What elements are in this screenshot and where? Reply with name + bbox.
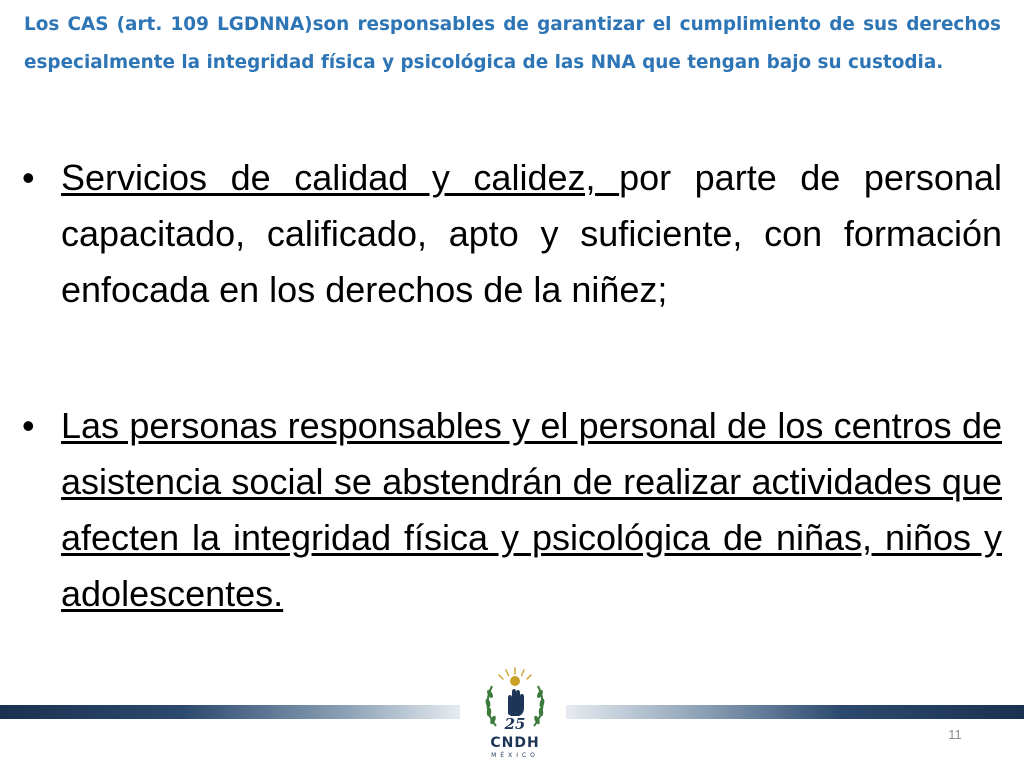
bullet-text <box>61 398 1002 622</box>
bullet-underlined-text: Servicios de calidad y calidez, <box>61 157 620 198</box>
cndh-logo <box>470 664 560 768</box>
bullet-dot: • <box>22 405 35 446</box>
slide-title: Los CAS (art. 109 LGDNNA)son responsables de garantizar el cumplimiento de sus derechos especialmente la integridad física y psicológica de las NNA que tengan bajo su custodia. <box>24 14 1001 73</box>
bullet-dot: • <box>22 157 35 198</box>
bullet-plain-text: por parte de personal capacitado, calificado, apto y suficiente, con formación enfocada en los derechos de la niñez; <box>61 157 1002 310</box>
anniversary-number: 25 <box>504 715 526 733</box>
footer-band-left <box>0 705 460 719</box>
footer-band-right <box>566 705 1024 719</box>
bullet-item <box>22 398 1002 622</box>
logo-name: CNDH <box>490 735 540 751</box>
logo-country: MÉXICO <box>491 752 539 759</box>
page-number: 11 <box>948 727 962 742</box>
bullet-item <box>22 150 1002 318</box>
bullet-underlined-text: Las personas responsables y el personal de los centros de asistencia social se abstendrán de realizar actividades que afecten la integridad física y psicológica de niñas, niños y adolescentes. <box>61 405 1002 614</box>
bullet-text <box>61 150 1002 318</box>
bullet-list <box>22 150 1002 622</box>
